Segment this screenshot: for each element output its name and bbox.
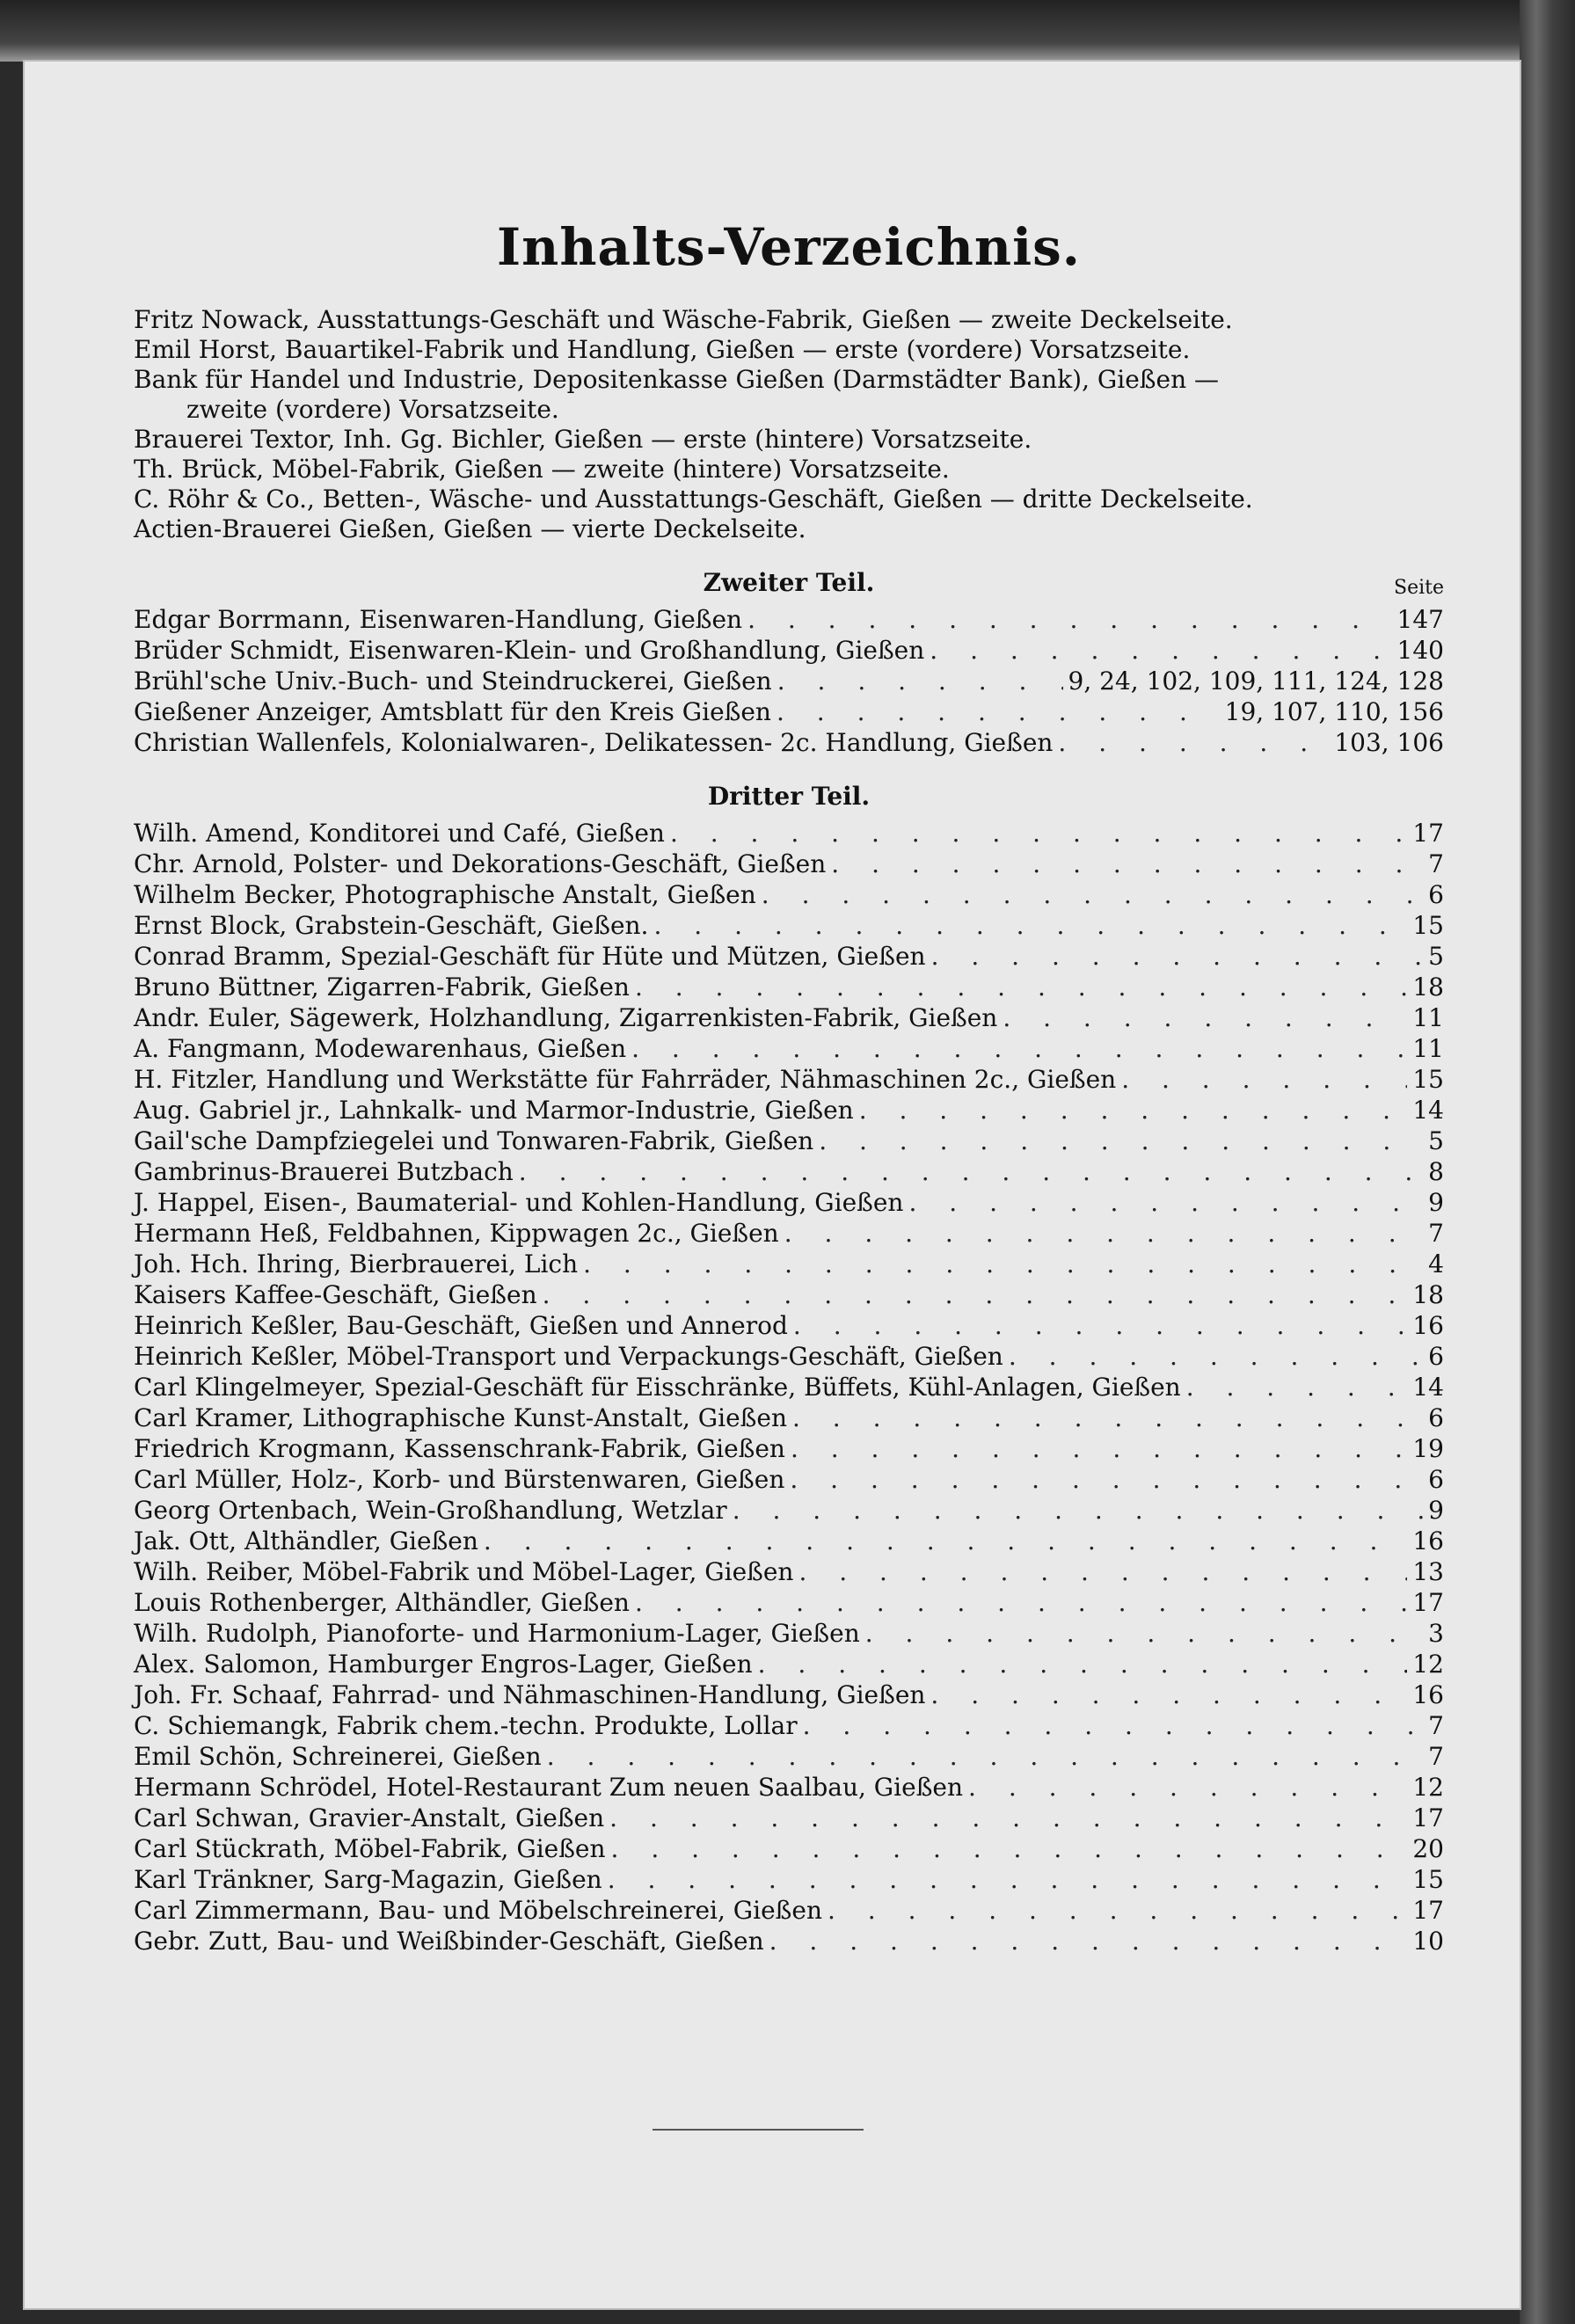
toc-entry-pages: 7: [1428, 849, 1444, 878]
leader-dots: [859, 1095, 1408, 1126]
toc-entry-pages: 17: [1412, 1896, 1444, 1925]
toc-entry: [134, 972, 1444, 1002]
leader-dots: [790, 1464, 1423, 1495]
leader-dots: [747, 604, 1391, 635]
toc-entry-label: Bruno Büttner, Zigarren-Fabrik, Gießen: [134, 973, 630, 1002]
seite-column-label: Seite: [1394, 577, 1444, 599]
leader-dots: [793, 1310, 1407, 1341]
toc-entry: [134, 666, 1444, 696]
toc-entry-pages: 11: [1412, 1003, 1444, 1032]
toc-entry: [134, 604, 1444, 635]
leader-dots: [762, 879, 1423, 910]
toc-entry: [134, 1372, 1444, 1402]
leader-dots: [798, 1556, 1407, 1587]
section-heading-text: Dritter Teil.: [707, 782, 871, 811]
toc-entry-pages: 16: [1412, 1311, 1444, 1340]
toc-entry-label: Kaisers Kaffee-Geschäft, Gießen: [134, 1280, 537, 1309]
toc-entry-pages: 9, 24, 102, 109, 111, 124, 128: [1068, 667, 1444, 696]
leader-dots: [484, 1526, 1407, 1556]
section-heading-text: Zweiter Teil.: [703, 568, 875, 597]
toc-entry-pages: 12: [1412, 1773, 1444, 1802]
toc-entry-pages: 16: [1412, 1526, 1444, 1555]
toc-entry: [134, 879, 1444, 910]
section-heading-zweiter-teil: [134, 565, 1444, 601]
toc-entry-label: Wilhelm Becker, Photographische Anstalt, Gießen: [134, 880, 756, 909]
toc-entry-label: Joh. Fr. Schaaf, Fahrrad- und Nähmaschinen-Handlung, Gießen: [134, 1680, 926, 1709]
leader-dots: [777, 666, 1063, 696]
toc-entry-pages: 6: [1428, 880, 1444, 909]
toc-entry-label: Gießener Anzeiger, Amtsblatt für den Kreis Gießen: [134, 697, 771, 726]
advertiser-line: Fritz Nowack, Ausstattungs-Geschäft und Wäsche-Fabrik, Gießen — zweite Deckelseite.: [134, 305, 1233, 334]
toc-entry-label: Wilh. Rudolph, Pianoforte- und Harmonium-Lager, Gießen: [134, 1619, 860, 1648]
toc-entry-label: Christian Wallenfels, Kolonialwaren-, Delikatessen- 2c. Handlung, Gießen: [134, 728, 1054, 757]
toc-entry: [134, 1464, 1444, 1495]
toc-entry-pages: 13: [1412, 1557, 1444, 1586]
toc-entry-label: Edgar Borrmann, Eisenwaren-Handlung, Gießen: [134, 605, 743, 634]
advertiser-line: Th. Brück, Möbel-Fabrik, Gießen — zweite (hintere) Vorsatzseite.: [134, 455, 950, 484]
toc-entry-label: Carl Kramer, Lithographische Kunst-Anstalt, Gießen: [134, 1403, 787, 1432]
toc-entry-pages: 12: [1412, 1650, 1444, 1679]
leader-dots: [608, 1864, 1408, 1895]
toc-entry-pages: 17: [1412, 1588, 1444, 1617]
toc-entry: [134, 1187, 1444, 1218]
toc-entry: [134, 910, 1444, 941]
toc-entry: [134, 1618, 1444, 1649]
toc-entry-pages: 19: [1412, 1434, 1444, 1463]
toc-entry-label: Louis Rothenberger, Althändler, Gießen: [134, 1588, 630, 1617]
toc-entry-label: Karl Tränkner, Sarg-Magazin, Gießen: [134, 1865, 602, 1894]
toc-entry: [134, 1095, 1444, 1126]
toc-entry-label: Conrad Bramm, Spezial-Geschäft für Hüte und Mützen, Gießen: [134, 942, 926, 971]
toc-entry: [134, 1064, 1444, 1095]
toc-entry-pages: 4: [1428, 1249, 1444, 1279]
advertiser-line: C. Röhr & Co., Betten-, Wäsche- und Ausstattungs-Geschäft, Gießen — dritte Deckelseite.: [134, 484, 1253, 514]
toc-entry-pages: 20: [1412, 1834, 1444, 1863]
toc-entry-label: Gail'sche Dampfziegelei und Tonwaren-Fabrik, Gießen: [134, 1126, 814, 1155]
leader-dots: [865, 1618, 1423, 1649]
toc-entry-label: Heinrich Keßler, Bau-Geschäft, Gießen und Annerod: [134, 1311, 788, 1340]
section-heading-dritter-teil: [134, 779, 1444, 814]
leader-dots: [583, 1249, 1423, 1279]
toc-entry-pages: 18: [1412, 973, 1444, 1002]
toc-entry-label: Andr. Euler, Sägewerk, Holzhandlung, Zigarrenkisten-Fabrik, Gießen: [134, 1003, 998, 1032]
toc-entry: [134, 818, 1444, 849]
toc-entry: [134, 1772, 1444, 1803]
toc-entry: [134, 635, 1444, 666]
toc-entry-pages: 5: [1428, 942, 1444, 971]
toc-entry: [134, 1433, 1444, 1464]
toc-entry-pages: 7: [1428, 1742, 1444, 1771]
toc-entry-pages: 14: [1412, 1373, 1444, 1402]
divider-rule: [653, 2129, 864, 2131]
toc-entry-pages: 6: [1428, 1342, 1444, 1371]
leader-dots: [631, 1033, 1407, 1064]
leader-dots: [803, 1710, 1424, 1741]
toc-entry-pages: 147: [1396, 605, 1444, 634]
toc-entry: [134, 1126, 1444, 1156]
leader-dots: [792, 1402, 1423, 1433]
leader-dots: [653, 910, 1407, 941]
leader-dots: [777, 696, 1220, 727]
leader-dots: [931, 941, 1424, 972]
leader-dots: [609, 1803, 1407, 1833]
advertiser-list: [134, 305, 1444, 544]
toc-entry: [134, 941, 1444, 972]
toc-entry-label: Wilh. Amend, Konditorei und Café, Gießen: [134, 819, 665, 848]
leader-dots: [1009, 1341, 1423, 1372]
leader-dots: [784, 1218, 1423, 1249]
toc-entry-pages: 15: [1412, 1065, 1444, 1094]
toc-entry-pages: 9: [1428, 1188, 1444, 1217]
toc-entry-pages: 140: [1396, 636, 1444, 665]
leader-dots: [769, 1926, 1408, 1956]
toc-entry-label: Aug. Gabriel jr., Lahnkalk- und Marmor-Industrie, Gießen: [134, 1096, 854, 1125]
toc-entry: [134, 1218, 1444, 1249]
advertiser-line: Bank für Handel und Industrie, Depositenkasse Gießen (Darmstädter Bank), Gießen —: [134, 365, 1220, 394]
leader-dots: [791, 1433, 1407, 1464]
leader-dots: [908, 1187, 1423, 1218]
toc-entry: [134, 1402, 1444, 1433]
toc-entry-label: Carl Stückrath, Möbel-Fabrik, Gießen: [134, 1834, 606, 1863]
toc-entry-label: Chr. Arnold, Polster- und Dekorations-Geschäft, Gießen: [134, 849, 827, 878]
leader-dots: [547, 1741, 1423, 1772]
toc-entry-pages: 9: [1428, 1496, 1444, 1525]
toc-section-2: [134, 604, 1444, 758]
toc-entry-pages: 17: [1412, 1803, 1444, 1832]
leader-dots: [635, 1587, 1407, 1618]
toc-entry: [134, 696, 1444, 727]
toc-entry: [134, 1033, 1444, 1064]
toc-entry: [134, 1926, 1444, 1956]
leader-dots: [831, 849, 1423, 879]
leader-dots: [930, 635, 1391, 666]
leader-dots: [758, 1649, 1408, 1679]
toc-entry-label: Carl Zimmermann, Bau- und Möbelschreinerei, Gießen: [134, 1896, 822, 1925]
toc-entry: [134, 1649, 1444, 1679]
toc-entry-label: Carl Müller, Holz-, Korb- und Bürstenwaren, Gießen: [134, 1465, 785, 1494]
toc-entry: [134, 1679, 1444, 1710]
leader-dots: [543, 1279, 1408, 1310]
toc-entry-pages: 8: [1428, 1157, 1444, 1186]
leader-dots: [1186, 1372, 1408, 1402]
toc-entry: [134, 1526, 1444, 1556]
advertiser-line: Actien-Brauerei Gießen, Gießen — vierte Deckelseite.: [134, 514, 806, 543]
toc-entry-label: A. Fangmann, Modewarenhaus, Gießen: [134, 1034, 627, 1063]
toc-entry-label: C. Schiemangk, Fabrik chem.-techn. Produkte, Lollar: [134, 1711, 798, 1740]
toc-entry: [134, 1864, 1444, 1895]
toc-entry: [134, 1556, 1444, 1587]
toc-entry: [134, 1895, 1444, 1926]
leader-dots: [828, 1895, 1407, 1926]
toc-entry: [134, 1803, 1444, 1833]
toc-entry: [134, 1833, 1444, 1864]
toc-entry: [134, 849, 1444, 879]
content-area: [134, 215, 1444, 1956]
toc-entry: [134, 1279, 1444, 1310]
toc-entry-label: Alex. Salomon, Hamburger Engros-Lager, Gießen: [134, 1650, 753, 1679]
toc-entry-pages: 11: [1412, 1034, 1444, 1063]
toc-entry-pages: 3: [1428, 1619, 1444, 1648]
toc-entry-pages: 5: [1428, 1126, 1444, 1155]
toc-entry-pages: 6: [1428, 1403, 1444, 1432]
toc-entry-pages: 103, 106: [1334, 728, 1444, 757]
toc-entry: [134, 1710, 1444, 1741]
toc-entry: [134, 1587, 1444, 1618]
advertiser-line: Brauerei Textor, Inh. Gg. Bichler, Gießen — erste (hintere) Vorsatzseite.: [134, 425, 1032, 454]
book-spine: [1520, 0, 1575, 2324]
toc-entry: [134, 1002, 1444, 1033]
leader-dots: [930, 1679, 1407, 1710]
toc-entry-label: Joh. Hch. Ihring, Bierbrauerei, Lich: [134, 1249, 579, 1279]
toc-entry-pages: 7: [1428, 1219, 1444, 1248]
toc-entry-pages: 17: [1412, 819, 1444, 848]
toc-entry-label: Gebr. Zutt, Bau- und Weißbinder-Geschäft, Gießen: [134, 1927, 764, 1956]
toc-entry-pages: 16: [1412, 1680, 1444, 1709]
toc-entry-pages: 6: [1428, 1465, 1444, 1494]
toc-entry-label: J. Happel, Eisen-, Baumaterial- und Kohlen-Handlung, Gießen: [134, 1188, 904, 1217]
toc-entry-label: Ernst Block, Grabstein-Geschäft, Gießen.: [134, 911, 649, 940]
leader-dots: [1121, 1064, 1407, 1095]
advertiser-line: zweite (vordere) Vorsatzseite.: [186, 395, 559, 424]
toc-entry: [134, 1249, 1444, 1279]
toc-entry-label: Jak. Ott, Althändler, Gießen: [134, 1526, 478, 1555]
leader-dots: [1058, 727, 1329, 758]
toc-entry-label: Carl Klingelmeyer, Spezial-Geschäft für Eisschränke, Büffets, Kühl-Anlagen, Gießen: [134, 1373, 1181, 1402]
toc-entry-pages: 7: [1428, 1711, 1444, 1740]
toc-entry-label: Georg Ortenbach, Wein-Großhandlung, Wetzlar: [134, 1496, 727, 1525]
toc-entry: [134, 1495, 1444, 1526]
leader-dots: [519, 1156, 1423, 1187]
advertiser-line: Emil Horst, Bauartikel-Fabrik und Handlung, Gießen — erste (vordere) Vorsatzseite.: [134, 335, 1191, 364]
leader-dots: [635, 972, 1407, 1002]
book-top-edge: [0, 0, 1575, 62]
leader-dots: [611, 1833, 1408, 1864]
page-title: Inhalts-Verzeichnis.: [497, 217, 1081, 277]
toc-entry-label: Heinrich Keßler, Möbel-Transport und Verpackungs-Geschäft, Gießen: [134, 1342, 1003, 1371]
leader-dots: [670, 818, 1407, 849]
toc-entry-label: H. Fitzler, Handlung und Werkstätte für Fahrräder, Nähmaschinen 2c., Gießen: [134, 1065, 1117, 1094]
toc-entry: [134, 1310, 1444, 1341]
toc-entry-pages: 18: [1412, 1280, 1444, 1309]
toc-entry-label: Brüder Schmidt, Eisenwaren-Klein- und Großhandlung, Gießen: [134, 636, 925, 665]
toc-entry-pages: 15: [1412, 1865, 1444, 1894]
toc-section-3: [134, 818, 1444, 1956]
leader-dots: [968, 1772, 1407, 1803]
toc-entry: [134, 1341, 1444, 1372]
toc-entry-pages: 15: [1412, 911, 1444, 940]
toc-entry-label: Brühl'sche Univ.-Buch- und Steindruckerei, Gießen: [134, 667, 772, 696]
toc-entry-label: Hermann Heß, Feldbahnen, Kippwagen 2c., Gießen: [134, 1219, 779, 1248]
toc-entry-label: Wilh. Reiber, Möbel-Fabrik und Möbel-Lager, Gießen: [134, 1557, 794, 1586]
toc-entry: [134, 727, 1444, 758]
toc-entry-label: Friedrich Krogmann, Kassenschrank-Fabrik, Gießen: [134, 1434, 785, 1463]
toc-entry-pages: 10: [1412, 1927, 1444, 1956]
leader-dots: [1003, 1002, 1407, 1033]
toc-entry: [134, 1741, 1444, 1772]
toc-entry-pages: 14: [1412, 1096, 1444, 1125]
leader-dots: [733, 1495, 1423, 1526]
toc-entry-label: Emil Schön, Schreinerei, Gießen: [134, 1742, 542, 1771]
toc-entry: [134, 1156, 1444, 1187]
leader-dots: [819, 1126, 1423, 1156]
toc-entry-label: Hermann Schrödel, Hotel-Restaurant Zum neuen Saalbau, Gießen: [134, 1773, 964, 1802]
toc-entry-label: Gambrinus-Brauerei Butzbach: [134, 1157, 514, 1186]
toc-entry-pages: 19, 107, 110, 156: [1224, 697, 1444, 726]
toc-entry-label: Carl Schwan, Gravier-Anstalt, Gießen: [134, 1803, 605, 1832]
